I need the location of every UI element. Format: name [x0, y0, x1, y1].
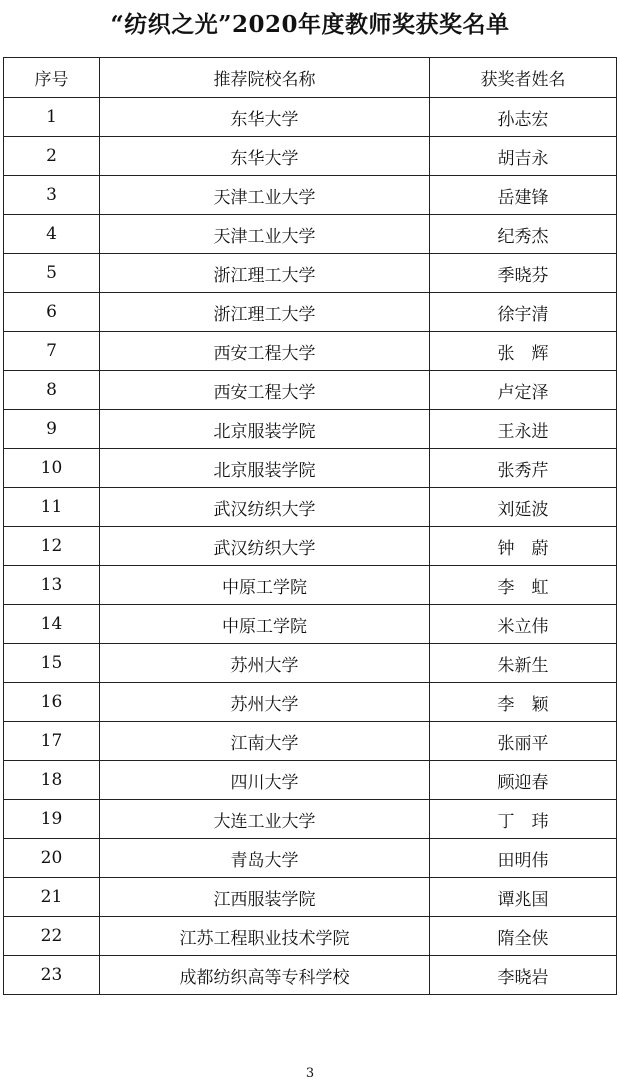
winner-name-cell: 张秀芹 [430, 449, 617, 488]
school-name-cell: 江南大学 [100, 722, 430, 761]
table-row [4, 527, 617, 566]
serial-number-cell: 3 [4, 176, 100, 215]
school-name-cell: 大连工业大学 [100, 800, 430, 839]
table-row [4, 800, 617, 839]
school-name-cell: 天津工业大学 [100, 176, 430, 215]
table-row [4, 293, 617, 332]
table-row [4, 371, 617, 410]
winner-name-cell: 谭兆国 [430, 878, 617, 917]
serial-number-cell: 15 [4, 644, 100, 683]
school-name-cell: 苏州大学 [100, 683, 430, 722]
winner-name-cell: 丁 玮 [430, 800, 617, 839]
serial-number-cell: 14 [4, 605, 100, 644]
table-row [4, 98, 617, 137]
winner-name-cell: 孙志宏 [430, 98, 617, 137]
table-row [4, 761, 617, 800]
table-row [4, 839, 617, 878]
school-name-cell: 中原工学院 [100, 605, 430, 644]
school-name-cell: 东华大学 [100, 137, 430, 176]
table-row [4, 683, 617, 722]
school-name-cell: 浙江理工大学 [100, 293, 430, 332]
winner-name-cell: 朱新生 [430, 644, 617, 683]
school-name-cell: 武汉纺织大学 [100, 527, 430, 566]
winner-name-cell: 顾迎春 [430, 761, 617, 800]
table-row [4, 488, 617, 527]
table-row [4, 605, 617, 644]
winner-name-cell: 李晓岩 [430, 956, 617, 995]
winner-name-cell: 隋全侠 [430, 917, 617, 956]
school-name-cell: 北京服装学院 [100, 449, 430, 488]
serial-number-cell: 10 [4, 449, 100, 488]
school-name-cell: 苏州大学 [100, 644, 430, 683]
award-table [3, 57, 617, 995]
winner-name-cell: 张丽平 [430, 722, 617, 761]
table-row [4, 254, 617, 293]
serial-number-cell: 22 [4, 917, 100, 956]
table-row [4, 215, 617, 254]
table-row [4, 410, 617, 449]
table-row [4, 917, 617, 956]
winner-name-cell: 李 虹 [430, 566, 617, 605]
header-school-name: 推荐院校名称 [100, 58, 430, 98]
winner-name-cell: 季晓芬 [430, 254, 617, 293]
table-header [4, 58, 617, 98]
table-row [4, 722, 617, 761]
winner-name-cell: 卢定泽 [430, 371, 617, 410]
school-name-cell: 成都纺织高等专科学校 [100, 956, 430, 995]
winner-name-cell: 纪秀杰 [430, 215, 617, 254]
school-name-cell: 西安工程大学 [100, 371, 430, 410]
serial-number-cell: 19 [4, 800, 100, 839]
winner-name-cell: 钟 蔚 [430, 527, 617, 566]
school-name-cell: 西安工程大学 [100, 332, 430, 371]
school-name-cell: 青岛大学 [100, 839, 430, 878]
serial-number-cell: 20 [4, 839, 100, 878]
school-name-cell: 北京服装学院 [100, 410, 430, 449]
serial-number-cell: 17 [4, 722, 100, 761]
school-name-cell: 天津工业大学 [100, 215, 430, 254]
serial-number-cell: 9 [4, 410, 100, 449]
school-name-cell: 江苏工程职业技术学院 [100, 917, 430, 956]
table-row [4, 449, 617, 488]
table-body [4, 98, 617, 995]
winner-name-cell: 田明伟 [430, 839, 617, 878]
serial-number-cell: 7 [4, 332, 100, 371]
table-row [4, 137, 617, 176]
header-row [4, 58, 617, 98]
winner-name-cell: 李 颖 [430, 683, 617, 722]
serial-number-cell: 16 [4, 683, 100, 722]
serial-number-cell: 18 [4, 761, 100, 800]
serial-number-cell: 6 [4, 293, 100, 332]
winner-name-cell: 米立伟 [430, 605, 617, 644]
serial-number-cell: 5 [4, 254, 100, 293]
winner-name-cell: 胡吉永 [430, 137, 617, 176]
winner-name-cell: 王永进 [430, 410, 617, 449]
serial-number-cell: 13 [4, 566, 100, 605]
winner-name-cell: 岳建锋 [430, 176, 617, 215]
serial-number-cell: 21 [4, 878, 100, 917]
serial-number-cell: 23 [4, 956, 100, 995]
school-name-cell: 四川大学 [100, 761, 430, 800]
serial-number-cell: 4 [4, 215, 100, 254]
school-name-cell: 江西服装学院 [100, 878, 430, 917]
serial-number-cell: 2 [4, 137, 100, 176]
winner-name-cell: 徐宇清 [430, 293, 617, 332]
serial-number-cell: 12 [4, 527, 100, 566]
header-winner-name: 获奖者姓名 [430, 58, 617, 98]
document-title: “纺织之光”2020年度教师奖获奖名单 [110, 11, 510, 38]
page-number: 3 [305, 1066, 315, 1081]
serial-number-cell: 1 [4, 98, 100, 137]
table-row [4, 176, 617, 215]
table-row [4, 332, 617, 371]
school-name-cell: 东华大学 [100, 98, 430, 137]
winner-name-cell: 刘延波 [430, 488, 617, 527]
winner-name-cell: 张 辉 [430, 332, 617, 371]
school-name-cell: 中原工学院 [100, 566, 430, 605]
header-serial-number: 序号 [4, 58, 100, 98]
table-row [4, 566, 617, 605]
table-row [4, 878, 617, 917]
school-name-cell: 武汉纺织大学 [100, 488, 430, 527]
serial-number-cell: 11 [4, 488, 100, 527]
table-row [4, 956, 617, 995]
table-row [4, 644, 617, 683]
serial-number-cell: 8 [4, 371, 100, 410]
school-name-cell: 浙江理工大学 [100, 254, 430, 293]
